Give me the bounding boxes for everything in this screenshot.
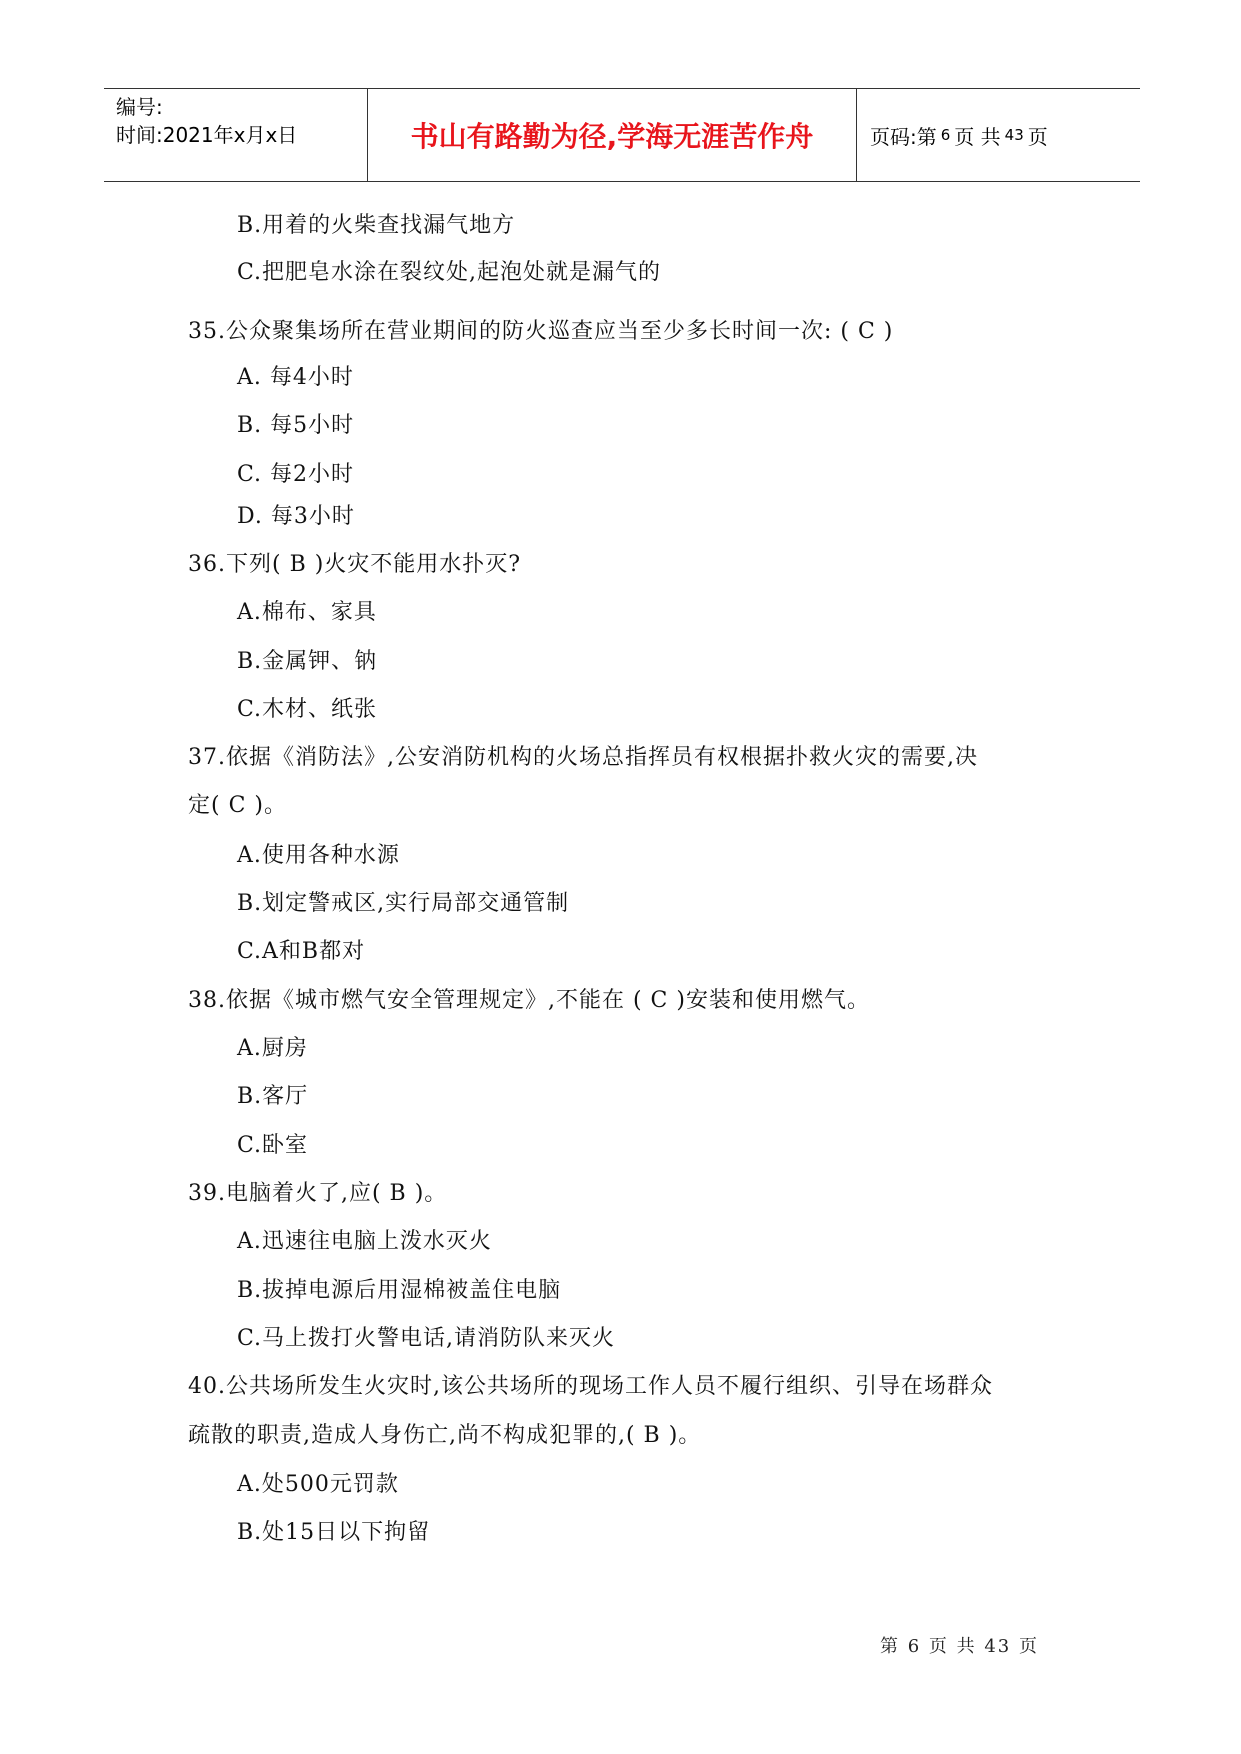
page-prefix: 页码:第 — [870, 124, 937, 149]
question-line: 36.下列( B )火灾不能用水扑灭? — [188, 552, 522, 577]
question-line: 40.公共场所发生火灾时,该公共场所的现场工作人员不履行组织、引导在场群众 — [188, 1374, 993, 1399]
option-line: C.马上拨打火警电话,请消防队来灭火 — [237, 1326, 616, 1351]
option-line: C.A和B都对 — [237, 939, 366, 964]
option-line: C.木材、纸张 — [237, 697, 378, 722]
page-mid: 页 共 — [954, 124, 1001, 149]
option-line: A.处500元罚款 — [237, 1472, 399, 1497]
option-line: B.划定警戒区,实行局部交通管制 — [237, 891, 570, 916]
document-header — [104, 88, 1140, 182]
question-line: 39.电脑着火了,应( B )。 — [188, 1181, 448, 1206]
option-line: B.用着的火柴查找漏气地方 — [237, 213, 516, 238]
option-line: D. 每3小时 — [237, 504, 355, 529]
option-line: B. 每5小时 — [237, 413, 355, 438]
option-line: A. 每4小时 — [237, 365, 354, 390]
question-line: 定( C )。 — [188, 793, 287, 818]
number-label: 编号: — [116, 95, 163, 119]
header-motto: 书山有路勤为径,学海无涯苦作舟 — [410, 120, 814, 153]
page-suffix: 页 — [1027, 124, 1048, 149]
option-line: A.厨房 — [237, 1036, 308, 1061]
option-line: A.迅速往电脑上泼水灭火 — [237, 1229, 492, 1254]
option-line: B.客厅 — [237, 1084, 309, 1109]
option-line: B.金属钾、钠 — [237, 649, 378, 674]
page-number: 6 — [940, 126, 951, 144]
option-line: C.把肥皂水涂在裂纹处,起泡处就是漏气的 — [237, 260, 662, 285]
header-divider — [856, 89, 857, 181]
option-line: A.棉布、家具 — [237, 600, 377, 625]
time-label: 时间:2021年x月x日 — [116, 123, 298, 147]
option-line: C.卧室 — [237, 1133, 309, 1158]
question-line: 35.公众聚集场所在营业期间的防火巡查应当至少多长时间一次: ( C ) — [188, 319, 894, 344]
header-meta — [116, 93, 297, 149]
question-line: 疏散的职责,造成人身伤亡,尚不构成犯罪的,( B )。 — [188, 1423, 702, 1448]
option-line: C. 每2小时 — [237, 462, 355, 487]
page-footer: 第 6 页 共 43 页 — [880, 1636, 1039, 1657]
option-line: B.处15日以下拘留 — [237, 1520, 431, 1545]
option-line: B.拔掉电源后用湿棉被盖住电脑 — [237, 1278, 562, 1303]
page-total: 43 — [1004, 126, 1024, 144]
option-line: A.使用各种水源 — [237, 843, 400, 868]
header-page-info — [870, 89, 1048, 181]
question-line: 37.依据《消防法》,公安消防机构的火场总指挥员有权根据扑救火灾的需要,决 — [188, 745, 978, 770]
question-line: 38.依据《城市燃气安全管理规定》,不能在 ( C )安装和使用燃气。 — [188, 988, 870, 1013]
